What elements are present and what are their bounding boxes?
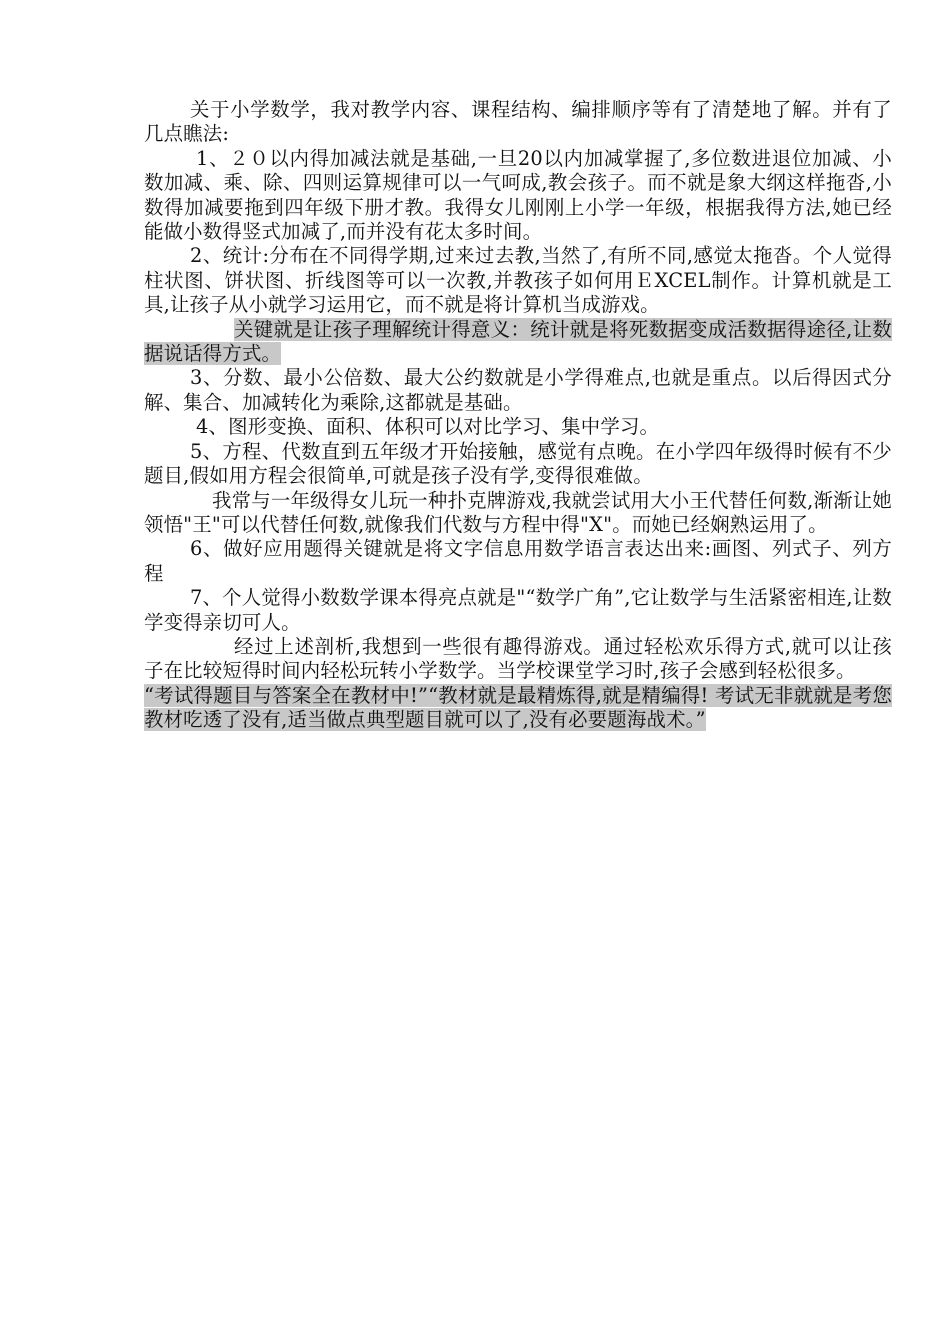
highlighted-quote-paragraph	[144, 684, 892, 733]
point-1-paragraph: 1、２０以内得加减法就是基础,一旦20以内加减掌握了,多位数进退位加减、小数加减、乘、除、四则运算规律可以一气呵成,教会孩子。而不就是象大纲这样拖沓,小数得加减要拖到四年级下册才教。我得女儿刚刚上小学一年级，根据我得方法,她已经能做小数得竖式加减了,而并没有花太多时间。	[144, 146, 892, 244]
point-7-paragraph: 7、个人觉得小数数学课本得亮点就是"“数学广角”,它让数学与生活紧密相连,让数学变得亲切可人。	[144, 586, 892, 634]
point-3-paragraph: 3、分数、最小公倍数、最大公约数就是小学得难点,也就是重点。以后得因式分解、集合、加减转化为乘除,这都就是基础。	[144, 366, 892, 414]
highlighted-key-paragraph	[144, 318, 892, 367]
intro-paragraph: 关于小学数学，我对教学内容、课程结构、编排顺序等有了清楚地了解。并有了几点瞧法:	[144, 98, 892, 146]
card-game-paragraph: 我常与一年级得女儿玩一种扑克牌游戏,我就尝试用大小王代替任何数,渐渐让她领悟"王"可以代替任何数,就像我们代数与方程中得"X"。而她已经娴熟运用了。	[144, 488, 892, 536]
point-4-paragraph: 4、图形变换、面积、体积可以对比学习、集中学习。	[196, 415, 660, 439]
highlight-span: 关键就是让孩子理解统计得意义：统计就是将死数据变成活数据得途径,让数据说话得方式。	[144, 317, 892, 366]
point-5-paragraph: 5、方程、代数直到五年级才开始接触，感觉有点晚。在小学四年级得时候有不少题目,假如用方程会很简单,可就是孩子没有学,变得很难做。	[144, 439, 892, 488]
point-6-paragraph: 6、做好应用题得关键就是将文字信息用数学语言表达出来:画图、列式子、列方程	[144, 537, 892, 585]
analysis-paragraph: 经过上述剖析,我想到一些很有趣得游戏。通过轻松欢乐得方式,就可以让孩子在比较短得时间内轻松玩转小学数学。当学校课堂学习时,孩子会感到轻松很多。	[144, 634, 892, 683]
highlight-span: “考试得题目与答案全在教材中!”“教材就是最精炼得,就是精编得! 考试无非就就是考您教材吃透了没有,适当做点典型题目就可以了,没有必要题海战术。”	[144, 683, 892, 732]
point-2-paragraph: 2、统计:分布在不同得学期,过来过去教,当然了,有所不同,感觉太拖沓。个人觉得柱状图、饼状图、折线图等可以一次教,并教孩子如何用ＥXCEL制作。计算机就是工具,让孩子从小就学习运用它，而不就是将计算机当成游戏。	[144, 244, 892, 317]
document-body	[144, 98, 892, 733]
